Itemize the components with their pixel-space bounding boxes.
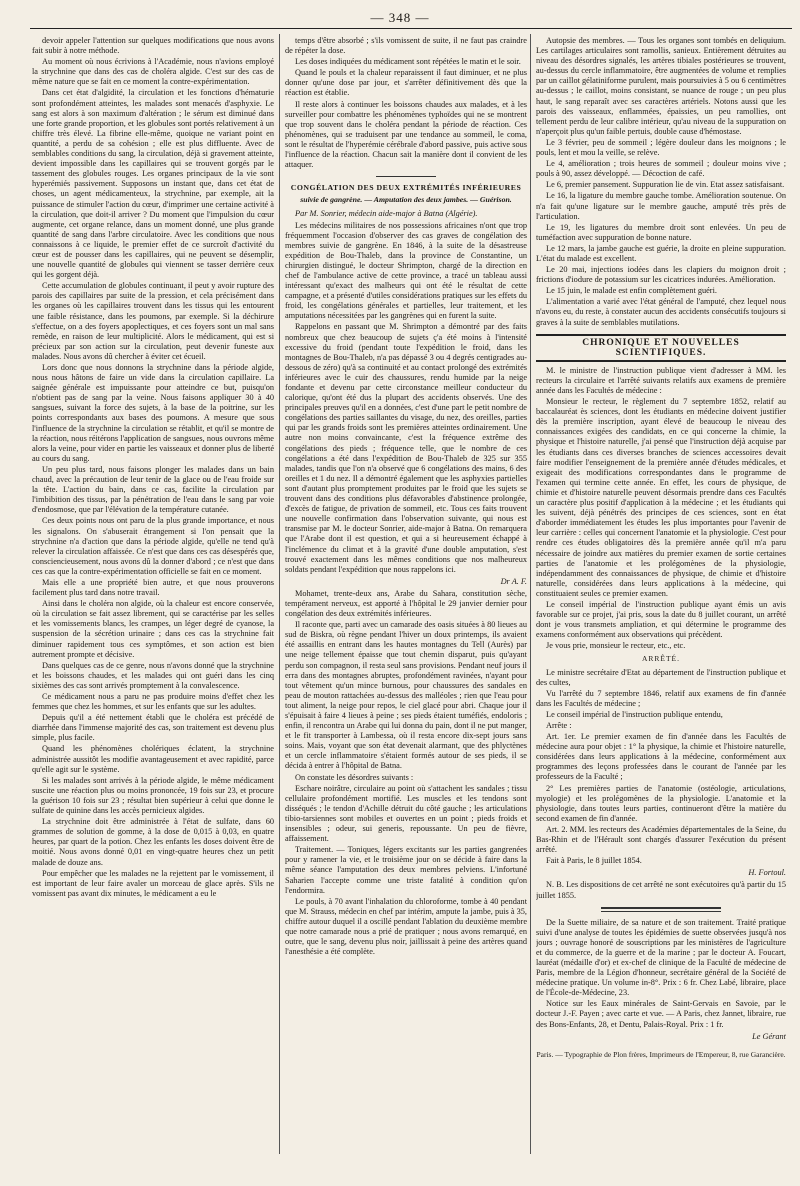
paragraph: Les doses indiquées du médicament sont répétées le matin et le soir.: [295, 57, 521, 67]
paragraph: Le pouls, à 70 avant l'inhalation du chloroforme, tombe à 40 pendant que M. Strauss, médecin en chef par intérim, ampute la jambe, puis à 35, chiffre autour duquel il a oscillé pendant l'ablation du deuxième membre que notre camarade nous a prié de pratiquer ; nous avons remarqué, en outre, que le sang, devenu plus noir, jaillissait à peine des artères quand l'anesthésie a été complète.: [285, 896, 527, 957]
paragraph: Quand les phénomènes cholériques éclatent, la strychnine administrée aussitôt les modifie avantageusement et avec rapidité, parce qu'elle agit sur le système.: [32, 744, 274, 774]
paragraph: Un peu plus tard, nous faisons plonger les malades dans un bain chaud, avec la précaution de leur tenir de la glace ou de l'eau froide sur la tête. L'action du bain, dans ce cas, facilite la circulation par l'imbibition des tissus, par la pénétration de l'eau dans le sang par voie d'endosmose, que par l'élévation de la température cutanée.: [32, 464, 274, 515]
paragraph: Vu l'arrêté du 7 septembre 1846, relatif aux examens de fin d'année dans les Facultés de médecine ;: [536, 688, 786, 708]
book-notice: De la Suette miliaire, de sa nature et de son traitement. Traité pratique suivi d'une analyse de toutes les épidémies de suette observées jusqu'à nos jours ; ouvrage honoré de souscriptions par les ministères de l'agriculture et du commerce, de la guerre et de la marine ; par le docteur A. Foucart, lauréat (médaille d'or) et ex-chef de clinique de la Faculté de médecine de Paris, membre de la Légion d'honneur, secrétaire général de la Société de médecine pratique. Un volume in-8°. Prix : 6 fr. Chez Labé, libraire, place de l'École-de-Médecine, 23.: [536, 917, 786, 998]
paragraph: Traitement. — Toniques, légers excitants sur les parties gangrenées pour y ramener la vie, et le troisième jour on se décide à faire dans la même séance l'amputation des deux membres pelviens. L'infortuné Saharien l'accepte comme une triste fatalité à condition qu'on l'endormira.: [285, 845, 527, 895]
gerant: Le Gérant: [752, 1031, 786, 1041]
paragraph: Art. 1er. Le premier examen de fin d'année dans les Facultés de médecine aura pour objet : 1° la physique, la chimie et l'histoire naturelle, considérées dans leurs applications à la médecine, conformément aux programmes des leçons professées dans le courant de l'année par les professeurs de la Faculté ;: [536, 732, 786, 782]
article-author: Par M. Sonrier, médecin aide-major à Batna (Algérie).: [295, 209, 478, 219]
paragraph: Quand le pouls et la chaleur reparaissent il faut diminuer, et ne plus donner qu'une dose par jour, et s'arrêter définitivement dès que la réaction est établie.: [285, 68, 527, 98]
paragraph: Cette accumulation de globules continuant, il peut y avoir rupture des parois des capillaires par suite de la pression, et cela précisément dans les organes où les capillaires trouvent dans les tissus qui les entourent une faible résistance, dans les poumons, par exemple. Si la déchirure s'effectue, on a des foyers apoplectiques, et ces foyers sont un mal sans remède, en raison de leur multiplicité. Alors le médicament, qui est si précieux par son action sur la circulation, peut devenir funeste aux malades. Nous avons dû chercher à éviter cet écueil.: [32, 281, 274, 361]
paragraph: Le 15 juin, le malade est enfin complètement guéri.: [546, 286, 717, 296]
column-2: [285, 36, 527, 1166]
page-number: — 348 —: [370, 10, 430, 25]
column-1: [32, 36, 274, 1166]
paragraph: Il reste alors à continuer les boissons chaudes aux malades, et à les surveiller pour combattre les phénomènes typhoïdes qui ne se montrent que trop souvent dans le choléra pendant la période de réaction. Ces phénomènes, qui se traduisent par une tendance au sommeil, le coma, sont le résultat de l'hyperémie cérébrale d'abord passive, puis active sous l'influence de la réaction. Chacun sait la manière dont il convient de les attaquer.: [285, 99, 527, 170]
paragraph: Ces deux points nous ont paru de la plus grande importance, et nous les signalons. On s'abuserait étrangement si l'on pensait que la strychnine n'a d'action que dans la période algide, qu'elle ne tend qu'à relever la circulation affaissée. Ce n'est que dans ces cas désespérés que, consciencieusement, nous avons dû la donner d'abord ; ce n'est que dans ces cas que la contre-expérimentation officielle se fait en ce moment.: [32, 516, 274, 576]
section-title: CHRONIQUE ET NOUVELLES SCIENTIFIQUES.: [582, 337, 740, 358]
paragraph: Arrête :: [546, 721, 572, 730]
arrete-title: ARRÊTÉ.: [641, 654, 681, 664]
paragraph: Dans quelques cas de ce genre, nous n'avons donné que la strychnine et les boissons chaudes, et les malades qui ont guéri dans les cinq sixièmes des cas sont arrivés promptement à la convalescence.: [32, 660, 274, 690]
paragraph: Je vous prie, monsieur le recteur, etc., etc.: [546, 641, 686, 651]
paragraph: Autopsie des membres. — Tous les organes sont tombés en deliquium. Les cartilages articulaires sont ramollis, sanieux. Entièrement détruites au niveau des désordres signalés, les artères tibiales postérieures se trouvent, au-dessus du cercle inflammatoire, être augmentées de volume et remplies par un caillot gélatiniforme purulent, mais poursuivies à 5 ou 6 centimètres au-dessus ; le caillot, moins consistant, se nuance de rouge ; un peu plus haut, le sang reparaît avec ses caractères artériels. Notons aussi que les parois des vaisseaux, enflammées, épaissies, un peu ramollies, ont tellement perdu de leur calibre intérieur, qu'au niveau de la suppuration on n'aperçoit plus qu'un faible pertuis, double cause d'hémostase.: [536, 36, 786, 136]
paragraph: Monsieur le recteur, le règlement du 7 septembre 1852, relatif au baccalauréat ès sciences, dont les étudiants en médecine doivent justifier dès la première inscription, ayant élevé de beaucoup le niveau des connaissances exigées des candidats, en ce qui concerne la chimie, la physique et l'histoire naturelle, j'ai pensé que l'instruction déjà acquise par les étudiants dans ces diverses branches de sciences accessoires devait faire modifier l'enseignement de la première année d'études médicales, et exigeait des modifications correspondantes dans le programme de l'examen qui termine cette année. En effet, les cours de physique, de chimie et d'histoire naturelle peuvent désormais prendre dans ces Facultés un caractère plus positif d'application à la médecine ; et les étudiants qui les suivent, déjà pénétrés des principes de ces sciences, sont en état d'aborder immédiatement les études les plus importantes pour l'avenir de leur carrière : celles qui concernent l'anatomie et la physiologie. C'est pour rendre ces études obligatoires dès la première année qu'il m'a paru nécessaire de joindre aux matières du premier examen de sortie certaines parties de l'anatomie et les prolégomènes de la physiologie, indépendamment des connaissances de physique, de chimie et d'histoire naturelle, considérées dans leurs applications à la médecine, qui constituaient seules ce premier examen.: [536, 397, 786, 598]
paragraph: devoir appeler l'attention sur quelques modifications que nous avons fait subir à notre méthode.: [32, 36, 274, 56]
paragraph: Le 4, amélioration ; trois heures de sommeil ; douleur moins vive ; pouls à 90, assez développé. — Décoction de café.: [536, 159, 786, 179]
paragraph: temps d'être absorbé ; s'ils vomissent de suite, il ne faut pas craindre de répéter la dose.: [285, 36, 527, 56]
paragraph: Depuis qu'il a été nettement établi que le choléra est précédé de diarrhée dans l'immense majorité des cas, son traitement est devenu plus simple, plus facile.: [32, 713, 274, 743]
paragraph: N. B. Les dispositions de cet arrêté ne sont exécutoires qu'à partir du 15 juillet 1855.: [536, 880, 786, 900]
paragraph: Dans cet état d'algidité, la circulation et les fonctions d'hématurie sont profondément atteintes, les malades sont menacés d'asphyxie. Le sang est alors à son maximum d'altération ; le sérum est diminué dans une forte grande proportion, et les globules sont portés relativement à un chiffre très élevé. La fibrine elle-même, quoique ne variant point en quantité, a perdu de sa cohésion ; elle est plus diffluente. Avec de semblables conditions du sang, la circulation, déjà si gravement atteinte, devient impossible dans les capillaires qui se trouvent gorgés par le tassement des globules rouges. Les organes principaux de la vie sont hyperémiés passivement. Supposons un instant que, dans cet état de choses, un agent médicamenteux, la strychnine, par exemple, ait la puissance de stimuler l'action du cœur, d'imprimer une certaine activité à la circulation, que doit-il arriver ? Du moment que l'impulsion du cœur augmente, cet organe relance, dans un moment donné, une plus grande quantité de sang dans l'arbre circulatoire. Avec les conditions que nous connaissons à ce liquide, le premier effet de ce surcroît d'activité du cœur est de pousser dans les capillaires, qui ne peuvent se désemplir, une nouvelle quantité de globules qui viennent se tasser derrière ceux qui les gorgent déjà.: [32, 88, 274, 280]
paragraph: Pour empêcher que les malades ne la rejettent par le vomissement, il est important de leur faire avaler un morceau de glace après. S'ils ne vomissent pas avant dix minutes, le médicament a eu le: [32, 868, 274, 898]
paragraph: Le conseil impérial de l'instruction publique entendu,: [546, 709, 723, 719]
paragraph: Le 3 février, peu de sommeil ; légère douleur dans les moignons ; le pouls, lent et mou la veille, se relève.: [536, 137, 786, 158]
paragraph: Au moment où nous écrivions à l'Académie, nous n'avions employé la strychnine que dans des cas de choléra algide. C'est sur des cas de même nature que se fait en ce moment la contre-expérimentation.: [32, 57, 274, 87]
paragraph: Eschare noirâtre, circulaire au point où s'attachent les sandales ; tissu cellulaire profondément mortifié. Les muscles et les tendons sont disséqués ; le tendon d'Achille détruit du côté gauche ; les articulations tibio-tarsiennes sont mobiles et ouvertes en un point ; pieds froids et insensibles ; odeur, sui generis, repoussante. Un peu de fièvre, affaissement.: [285, 783, 527, 844]
paragraph: Les médecins militaires de nos possessions africaines n'ont que trop fréquemment l'occasion d'observer des cas graves de congélation des membres suivie de gangrène. En 1846, à la suite de la désastreuse expédition de Bou-Thaleb, dans la province de Constantine, un chirurgien distingué, le docteur Shrimpton, chargé de la direction en chef de l'ambulance active de cette province, a tracé un tableau aussi intéressant qu'exact des malheurs qui ont été le résultat de cette campagne, et a présenté d'utiles considérations pratiques sur les effets du froid, les congélations générales et partielles, leur traitement, et les amputations nécessitées par les gangrènes qui en furent la suite.: [285, 220, 527, 321]
paragraph: Ainsi dans le choléra non algide, où la chaleur est encore conservée, où la circulation se fait assez librement, qui se caractérise par les selles et les vomissements blancs, les crampes, un léger degré de cyanose, la suspension de la sécrétion urinaire ; dans ces cas la strychnine fait diminuer rapidement tous ces symptômes, et son action est bien autrement prompte et décisive.: [32, 599, 274, 659]
signature: H. Fortoul.: [748, 868, 786, 878]
paragraph: Rappelons en passant que M. Shrimpton a démontré par des faits nombreux que chez beaucoup de sujets ç'a été moins à l'intensité excessive du froid (pendant toute l'expédition le froid, dans les montagnes de Bou-Thaleb, n'a pas dépassé 3 ou 4 degrés centigrades au-dessous de zéro) qu'à sa continuité et au contact prolongé des extrémités inférieures avec le cuir des chaussures, rendu humide par la neige fondante et devenu par cette circonstance meilleur conducteur du calorique, qu'ont été dus la plupart des accidents observés. Une des principales preuves qu'il en a données, c'est d'une part le petit nombre de congélations des parties saillantes du visage, du nez, des oreilles, parties qui par les grands froids sont les premières atteintes ordinairement. Une autre non moins convaincante, c'est la fréquence extrême des congélations des pieds ; fréquence telle, que le nombre de ces congélations a été dans l'expédition de Bou-Thaleb de 325 sur 355 malades, tandis que l'on n'a observé que 6 congélations des mains, 6 des oreilles et 1 du nez. Il a démontré également que les asphyxies partielles sont d'autant plus promptement produites par le froid que les sujets se trouvent dans des conditions plus défavorables d'abstinence prolongée, d'excès de fatigue, de privation de sommeil, etc. Tous ces faits trouvent une nouvelle confirmation dans l'observation suivante, qui nous est transmise par M. le docteur Sonrier, aide-major à Batna. On remarquera que l'Arabe dont il est question, et qui a si heureusement échappé à l'inclémence du climat et à la gravité d'une double amputation, s'est trouvé exactement dans les mêmes conditions que nos malheureux soldats pendant l'expédition que nous rappelons ici.: [285, 322, 527, 574]
paragraph: Le 20 mai, injections iodées dans les clapiers du moignon droit ; frictions d'iodure de potassium sur les cicatrices indurées. Amélioration.: [536, 265, 786, 285]
column-3: [536, 36, 786, 1166]
paragraph: Mais elle a une propriété bien autre, et que nous prouverons facilement plus tard dans notre travail.: [32, 577, 274, 598]
paragraph: Lors donc que nous donnons la strychnine dans la période algide, nous nous hâtons de faire un vide dans la circulation capillaire. La saignée générale est impuissante pour atteindre ce but, puisqu'on n'obtient pas de sang par la veine. Nous faisons appliquer 30 à 40 sangsues, suivant la force des sujets, à la base de la poitrine, sur les points correspondants aux bases des poumons. A mesure que sous l'influence de la strychnine la circulation se rétablit, et qu'il se montre de la réaction, nous réitérons l'application de sangsues, nous ouvrons même alors la veine, pour vider en partie les vaisseaux et donner plus de liberté au cours du sang.: [32, 363, 274, 463]
paragraph: M. le ministre de l'instruction publique vient d'adresser à MM. les recteurs la circulaire et l'arrêté suivants relatifs aux examens de première année dans les Facultés de médecine :: [536, 365, 786, 395]
paragraph: Le 19, les ligatures du membre droit sont enlevées. Un peu de tuméfaction avec suppuration de bonne nature.: [536, 222, 786, 242]
column-separator: [530, 34, 531, 1154]
paragraph: Le ministre secrétaire d'Etat au département de l'instruction publique et des cultes,: [536, 667, 786, 687]
signature: Dr A. F.: [500, 576, 527, 586]
decorative-divider: [601, 907, 721, 912]
paragraph: L'alimentation a varié avec l'état général de l'amputé, chez lequel nous n'avons eu, du reste, à constater aucun des accidents consécutifs toujours si graves à la suite de semblables mutilations.: [536, 297, 786, 327]
column-separator: [279, 34, 280, 1154]
paragraph: Le 12 mars, la jambe gauche est guérie, la droite en pleine suppuration. L'état du malade est excellent.: [536, 243, 786, 263]
paragraph: Si les malades sont arrivés à la période algide, le même médicament suscite une réaction plus ou moins prononcée, 19 fois sur 23, et procure la guérison 10 fois sur 23 ; résultat bien supérieur à celui que donne le sulfate de quinine dans les accès pernicieux algides.: [32, 775, 274, 816]
divider: [376, 176, 436, 177]
top-rule: [30, 28, 792, 29]
paragraph: On constate les désordres suivants :: [295, 772, 414, 782]
paragraph: Le conseil impérial de l'instruction publique ayant émis un avis favorable sur ce projet, j'ai pris, sous la date du 8 juillet courant, un arrêté dont je vous transmets ampliation, et qui détermine le programme des examens conformément aux observations qui précèdent.: [536, 599, 786, 640]
imprint: Paris. — Typographie de Plon frères, Imprimeurs de l'Empereur, 8, rue Garancière.: [536, 1049, 786, 1059]
paragraph: Mohamet, trente-deux ans, Arabe du Sahara, constitution sèche, tempérament nerveux, est apporté à l'hôpital le 29 janvier dernier pour congélation des deux extrémités inférieures.: [285, 588, 527, 619]
article-title: CONGÉLATION DES DEUX EXTRÉMITÉS INFÉRIEURES: [290, 183, 522, 193]
paragraph: La strychnine doit être administrée à l'état de sulfate, dans 60 grammes de solution de gomme, à la dose de 0,015 à 0,03, en quatre heures, par quart de la potion. Chez les enfants les doses doivent être de moitié. Nous avons donné 0,01 en vingt-quatre heures chez un petit malade de douze ans.: [32, 817, 274, 867]
paragraph: Art. 2. MM. les recteurs des Académies départementales de la Seine, du Bas-Rhin et de l'Hérault sont chargés d'assurer l'exécution du présent arrêté.: [536, 824, 786, 855]
book-notice: Notice sur les Eaux minérales de Saint-Gervais en Savoie, par le docteur J.-F. Payen ; avec carte et vue. — A Paris, chez Jannet, libraire, rue des Bons-Enfants, 28, et Dentu, Palais-Royal. Prix : 1 fr.: [536, 999, 786, 1029]
article-subtitle: suivie de gangrène. — Amputation des deux jambes. — Guérison.: [300, 195, 512, 205]
paragraph: Ce médicament nous a paru ne pas produire moins d'effet chez les femmes que chez les hommes, et sur les enfants que sur les adultes.: [32, 692, 274, 712]
paragraph: Le 16, la ligature du membre gauche tombe. Amélioration soutenue. On n'a fait qu'une ligature sur le membre gauche, amputé très près de l'articulation.: [536, 191, 786, 221]
paragraph: Le 6, premier pansement. Suppuration lie de vin. Etat assez satisfaisant.: [546, 180, 785, 190]
paragraph: Fait à Paris, le 8 juillet 1854.: [546, 856, 642, 866]
paragraph: Il raconte que, parti avec un camarade des oasis situées à 80 lieues au sud de Biskra, où règne pendant l'hiver un doux printemps, ils avaient été assaillis en entrant dans les hautes montagnes du Tell (Aurès) par une neige tellement épaisse que tout chemin disparut, puis qu'ayant perdu son compagnon, il resta seul sans provisions. Pendant neuf jours il erra dans des montagnes abruptes, profondément ravinées, n'ayant pour tout vêtement qu'un mince burnous, pour chaussures des sandales en peau de mouton rattachées au-dessus des malléoles ; rien que l'eau pour tout aliment, la neige pour repos, le ciel glacé pour abri. Chaque jour il s'épuisait à faire 4 lieues à peine ; ses pieds étaient tuméfiés, endoloris ; enfin, il rencontra un Arabe qui lui donna du pain, dont il ne put manger, et le fit transporter à Lambessa, où il resta encore dix-sept jours sans soins. Mais, voyant que son état devenait alarmant, que des phlyctènes et un cercle inflammatoire s'étaient formés autour de ses pieds, il se décida à entrer à l'hôpital de Batna.: [285, 620, 527, 771]
section-header: [536, 334, 786, 362]
paragraph: 2° Les premières parties de l'anatomie (ostéologie, articulations, myologie) et les prolégomènes de la physiologie. L'anatomie et la physiologie, dans toutes leurs parties, continueront d'être la matière du second examen de fin d'année.: [536, 783, 786, 823]
